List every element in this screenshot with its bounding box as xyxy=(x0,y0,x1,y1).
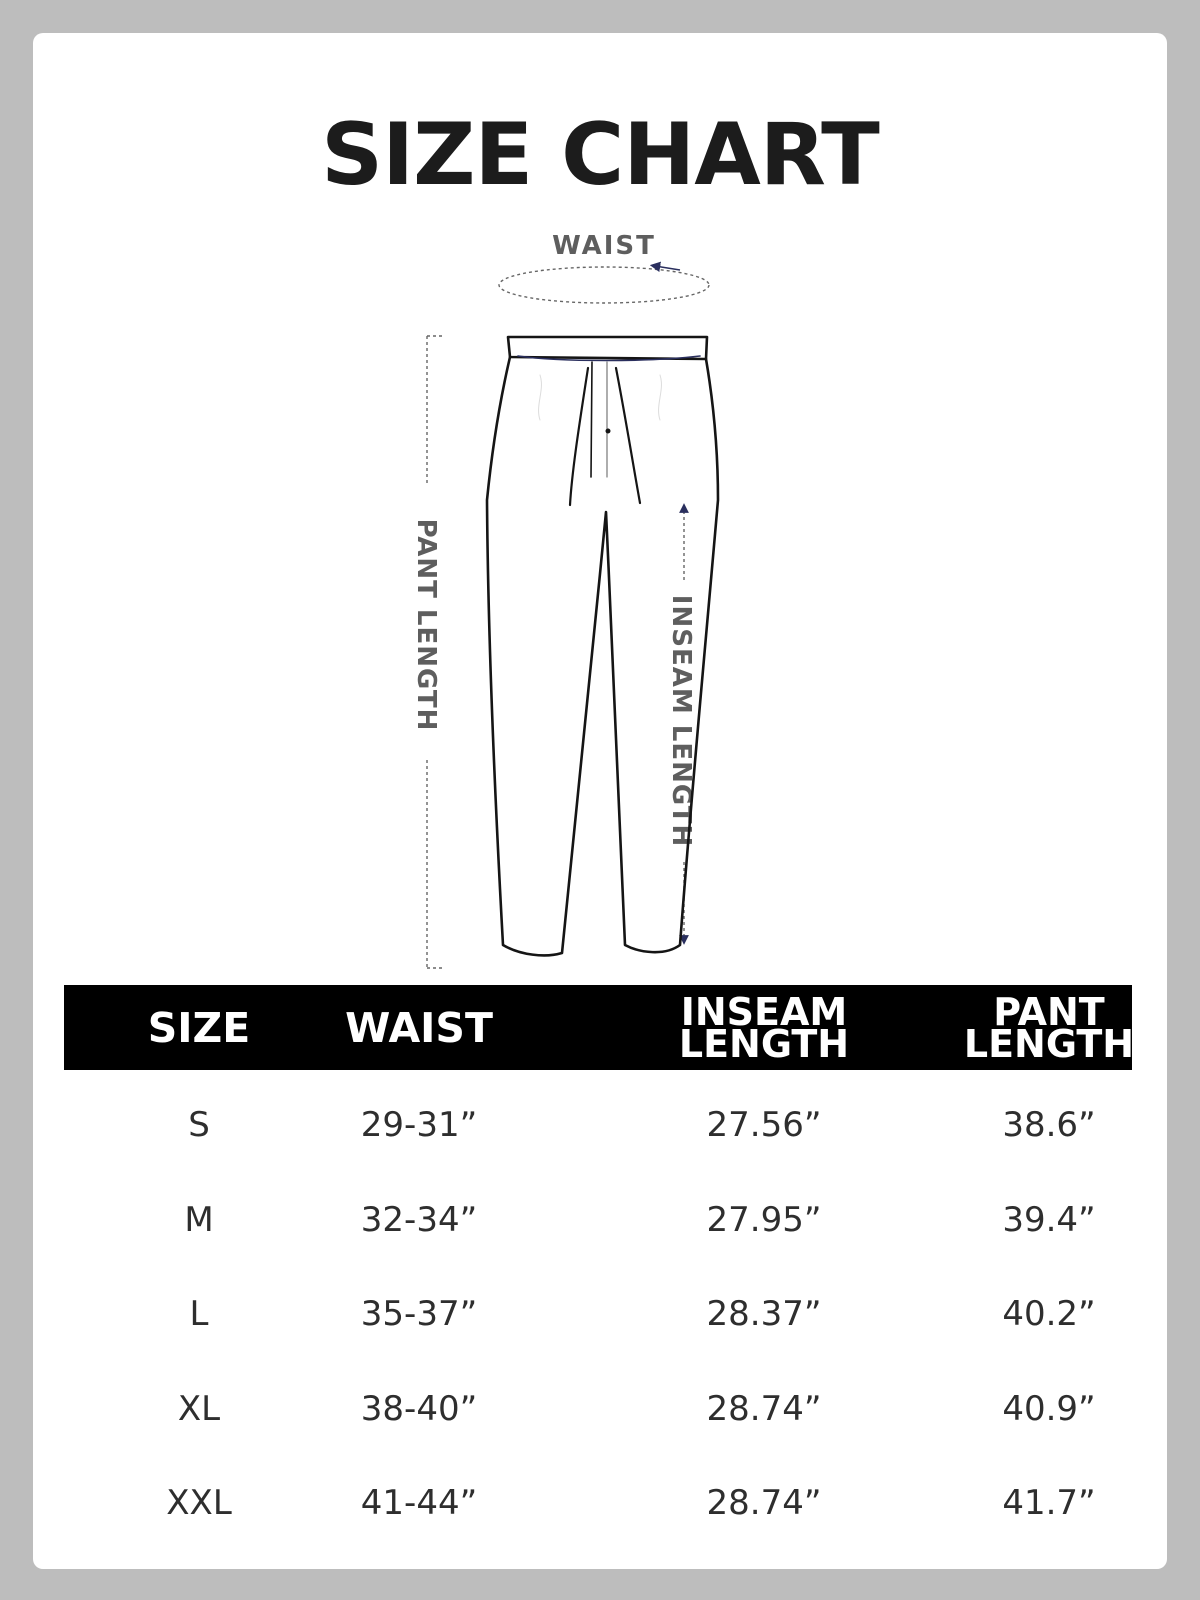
header-size: SIZE xyxy=(147,1003,251,1052)
header-waist: WAIST xyxy=(345,1003,493,1052)
table-row xyxy=(64,1379,1132,1439)
size-cell: L xyxy=(189,1294,209,1334)
table-row xyxy=(64,1284,1132,1344)
inseam-length-label: INSEAM LENGTH xyxy=(666,594,696,848)
waist-cell: 35-37” xyxy=(360,1294,478,1334)
inseam-cell: 27.95” xyxy=(706,1200,822,1240)
waist-measure-ellipse xyxy=(499,267,709,303)
waist-arrow-icon xyxy=(655,266,680,270)
size-cell: XXL xyxy=(166,1483,232,1523)
waist-cell: 29-31” xyxy=(360,1105,478,1145)
pant-length-cell: 38.6” xyxy=(1002,1105,1096,1145)
inseam-cell: 28.37” xyxy=(706,1294,822,1334)
header-inseam-length: INSEAM LENGTH xyxy=(678,989,850,1066)
size-cell: S xyxy=(188,1105,210,1145)
inseam-cell: 27.56” xyxy=(706,1105,822,1145)
table-row xyxy=(64,1473,1132,1533)
waist-cell: 38-40” xyxy=(360,1389,478,1429)
waist-cell: 32-34” xyxy=(360,1200,478,1240)
table-row xyxy=(64,1095,1132,1155)
size-cell: XL xyxy=(177,1389,221,1429)
header-pant-length: PANT LENGTH xyxy=(963,989,1135,1066)
waist-cell: 41-44” xyxy=(360,1483,478,1523)
table-row xyxy=(64,1190,1132,1250)
pant-length-cell: 40.9” xyxy=(1002,1389,1096,1429)
inseam-cell: 28.74” xyxy=(706,1389,822,1429)
pant-length-cell: 41.7” xyxy=(1002,1483,1096,1523)
pant-length-cell: 40.2” xyxy=(1002,1294,1096,1334)
waist-label: WAIST xyxy=(552,231,656,261)
size-table-header xyxy=(64,985,1135,1070)
pant-length-cell: 39.4” xyxy=(1002,1200,1096,1240)
page-title: SIZE CHART xyxy=(321,105,879,205)
size-cell: M xyxy=(184,1200,214,1240)
inseam-cell: 28.74” xyxy=(706,1483,822,1523)
pant-length-label: PANT LENGTH xyxy=(411,518,441,732)
